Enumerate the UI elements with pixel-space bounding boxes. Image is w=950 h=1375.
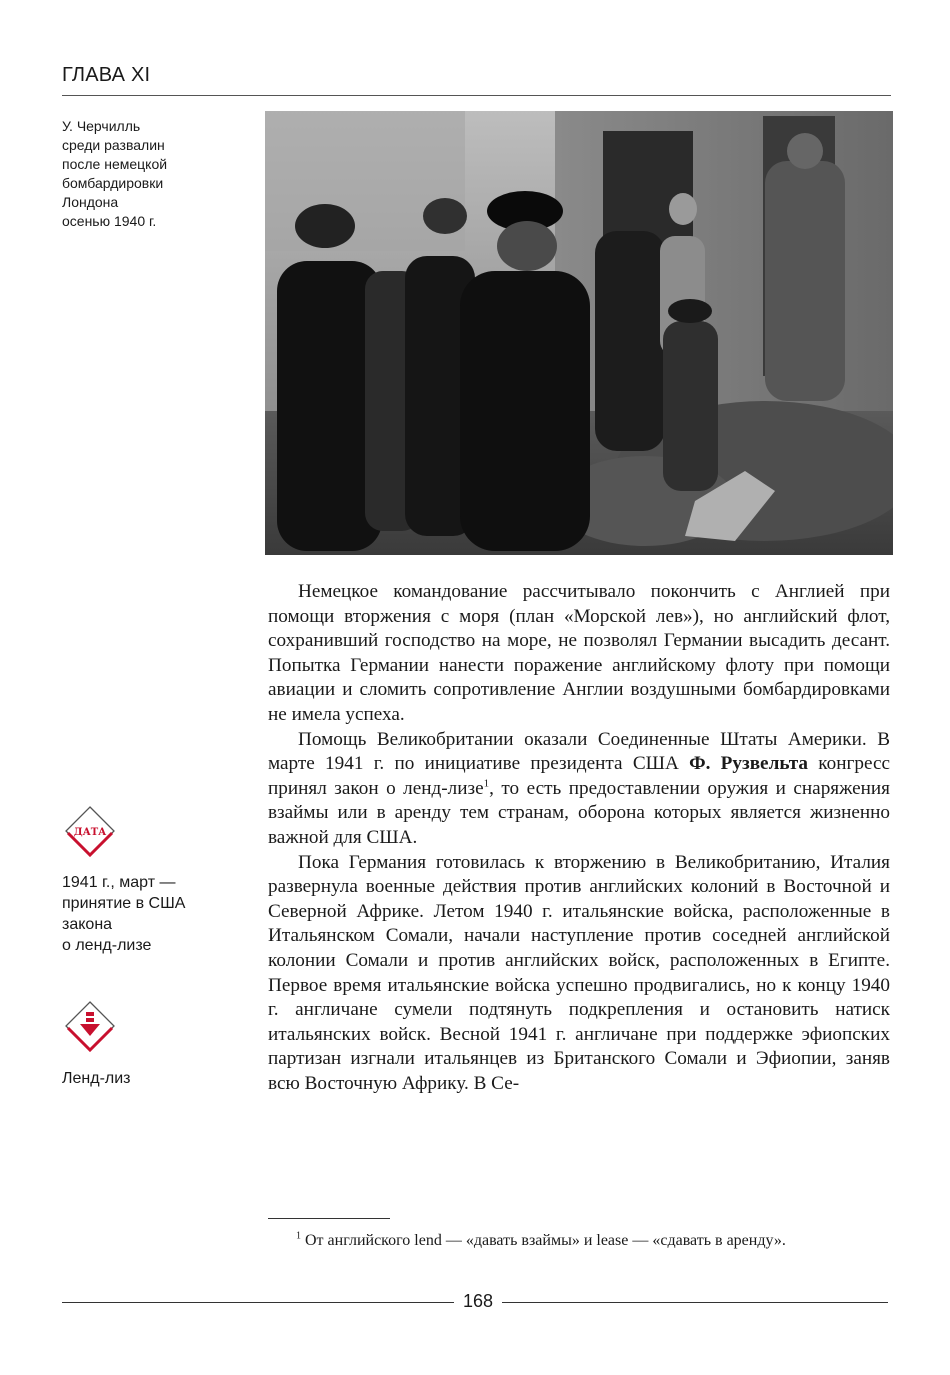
footnote-body: От английского lend — «давать взаймы» и lease — «сдавать в аренду». [301,1232,786,1249]
churchill-photo [265,111,893,555]
text-span: конгресс принял закон о ленд-лизе [268,753,890,799]
date-note-line: закона [62,916,113,933]
footnote-mark: 1 [296,1230,301,1242]
paragraph: Немецкое командование рассчитывало покончить с Англией при помощи вторжения с моря (план «Морской лев»), но английский флот, сохранивший господство на море, не позволял Германии высадить десант. Попытка Германии нанести поражение английскому флоту при помощи авиации и сломить сопротивление Англии воздушными бомбардировками не имела успеха. [268,581,890,725]
footnote-reference[interactable]: 1 [483,777,490,790]
footnote-text [268,1229,888,1252]
footer-rule-left [62,1302,454,1303]
date-note-line: 1941 г., март — [62,874,176,891]
header-divider [62,95,891,96]
photo-figure-officer [765,161,845,401]
term-arrow-diamond-icon [64,1000,116,1052]
date-diamond-icon [64,805,116,857]
date-note-line: о ленд-лизе [62,937,152,954]
date-note [62,872,185,956]
caption-line: бомбардировки [62,175,164,191]
photo-figure-girl [663,321,718,491]
paragraph: Пока Германия готовилась к вторжению в Великобританию, Италия развернула военные действия против английских колоний в Восточной и Северной Африке. Летом 1940 г. итальянские войска, расположенные в Итальянском Сомали, начали наступление против соседней английской колонии Сомали и против английских войск, расположенных в Египте. Первое время итальянские войска успешно продвигались, но к концу 1940 г. англичане сумели подтянуть подкрепления и остановить натиск итальянских войск. Весной 1941 г. англичане при поддержке эфиопских партизан изгнали итальянцев из Британского Сомали и Эфиопии, заняв всю Восточную Африку. В Се- [268,851,890,1094]
chapter-title: ГЛАВА XI [62,64,151,86]
photo-churchill-head [497,221,557,271]
date-note-line: принятие в США [62,895,186,912]
caption-line: Лондона [62,194,119,210]
caption-line: среди развалин [62,137,165,153]
photo-caption [62,117,242,231]
person-name-bold: Ф. Рузвельта [689,753,809,775]
caption-line: после немецкой [62,156,168,172]
photo-figure-1-head [295,204,355,248]
main-text [268,580,890,1096]
date-icon-label: ДАТА [73,827,107,838]
paragraph [268,728,890,851]
footnote-divider [268,1218,390,1219]
footnote [268,1229,888,1252]
page-number: 168 [462,1291,494,1311]
photo-figure-6-head [669,193,697,225]
caption-line: осенью 1940 г. [62,213,157,229]
term-note: Ленд-лиз [62,1070,131,1087]
text-span: Помощь Великобритании оказали Соединенные Штаты Америки. В марте 1941 г. по инициативе президента США [268,728,890,775]
caption-line: У. Черчилль [62,118,141,134]
photo-figure-churchill [460,271,590,551]
photo-figure-3-head [423,198,467,234]
photo-girl-hat [668,299,712,323]
photo-officer-head [787,133,823,169]
footer-rule-right [502,1302,888,1303]
photo-figure-5 [595,231,665,451]
text-span: , то есть предоставлении оружия и снаряжения взаймы или в аренду тем странам, оборона которых является жизненно важной для США. [268,777,890,848]
